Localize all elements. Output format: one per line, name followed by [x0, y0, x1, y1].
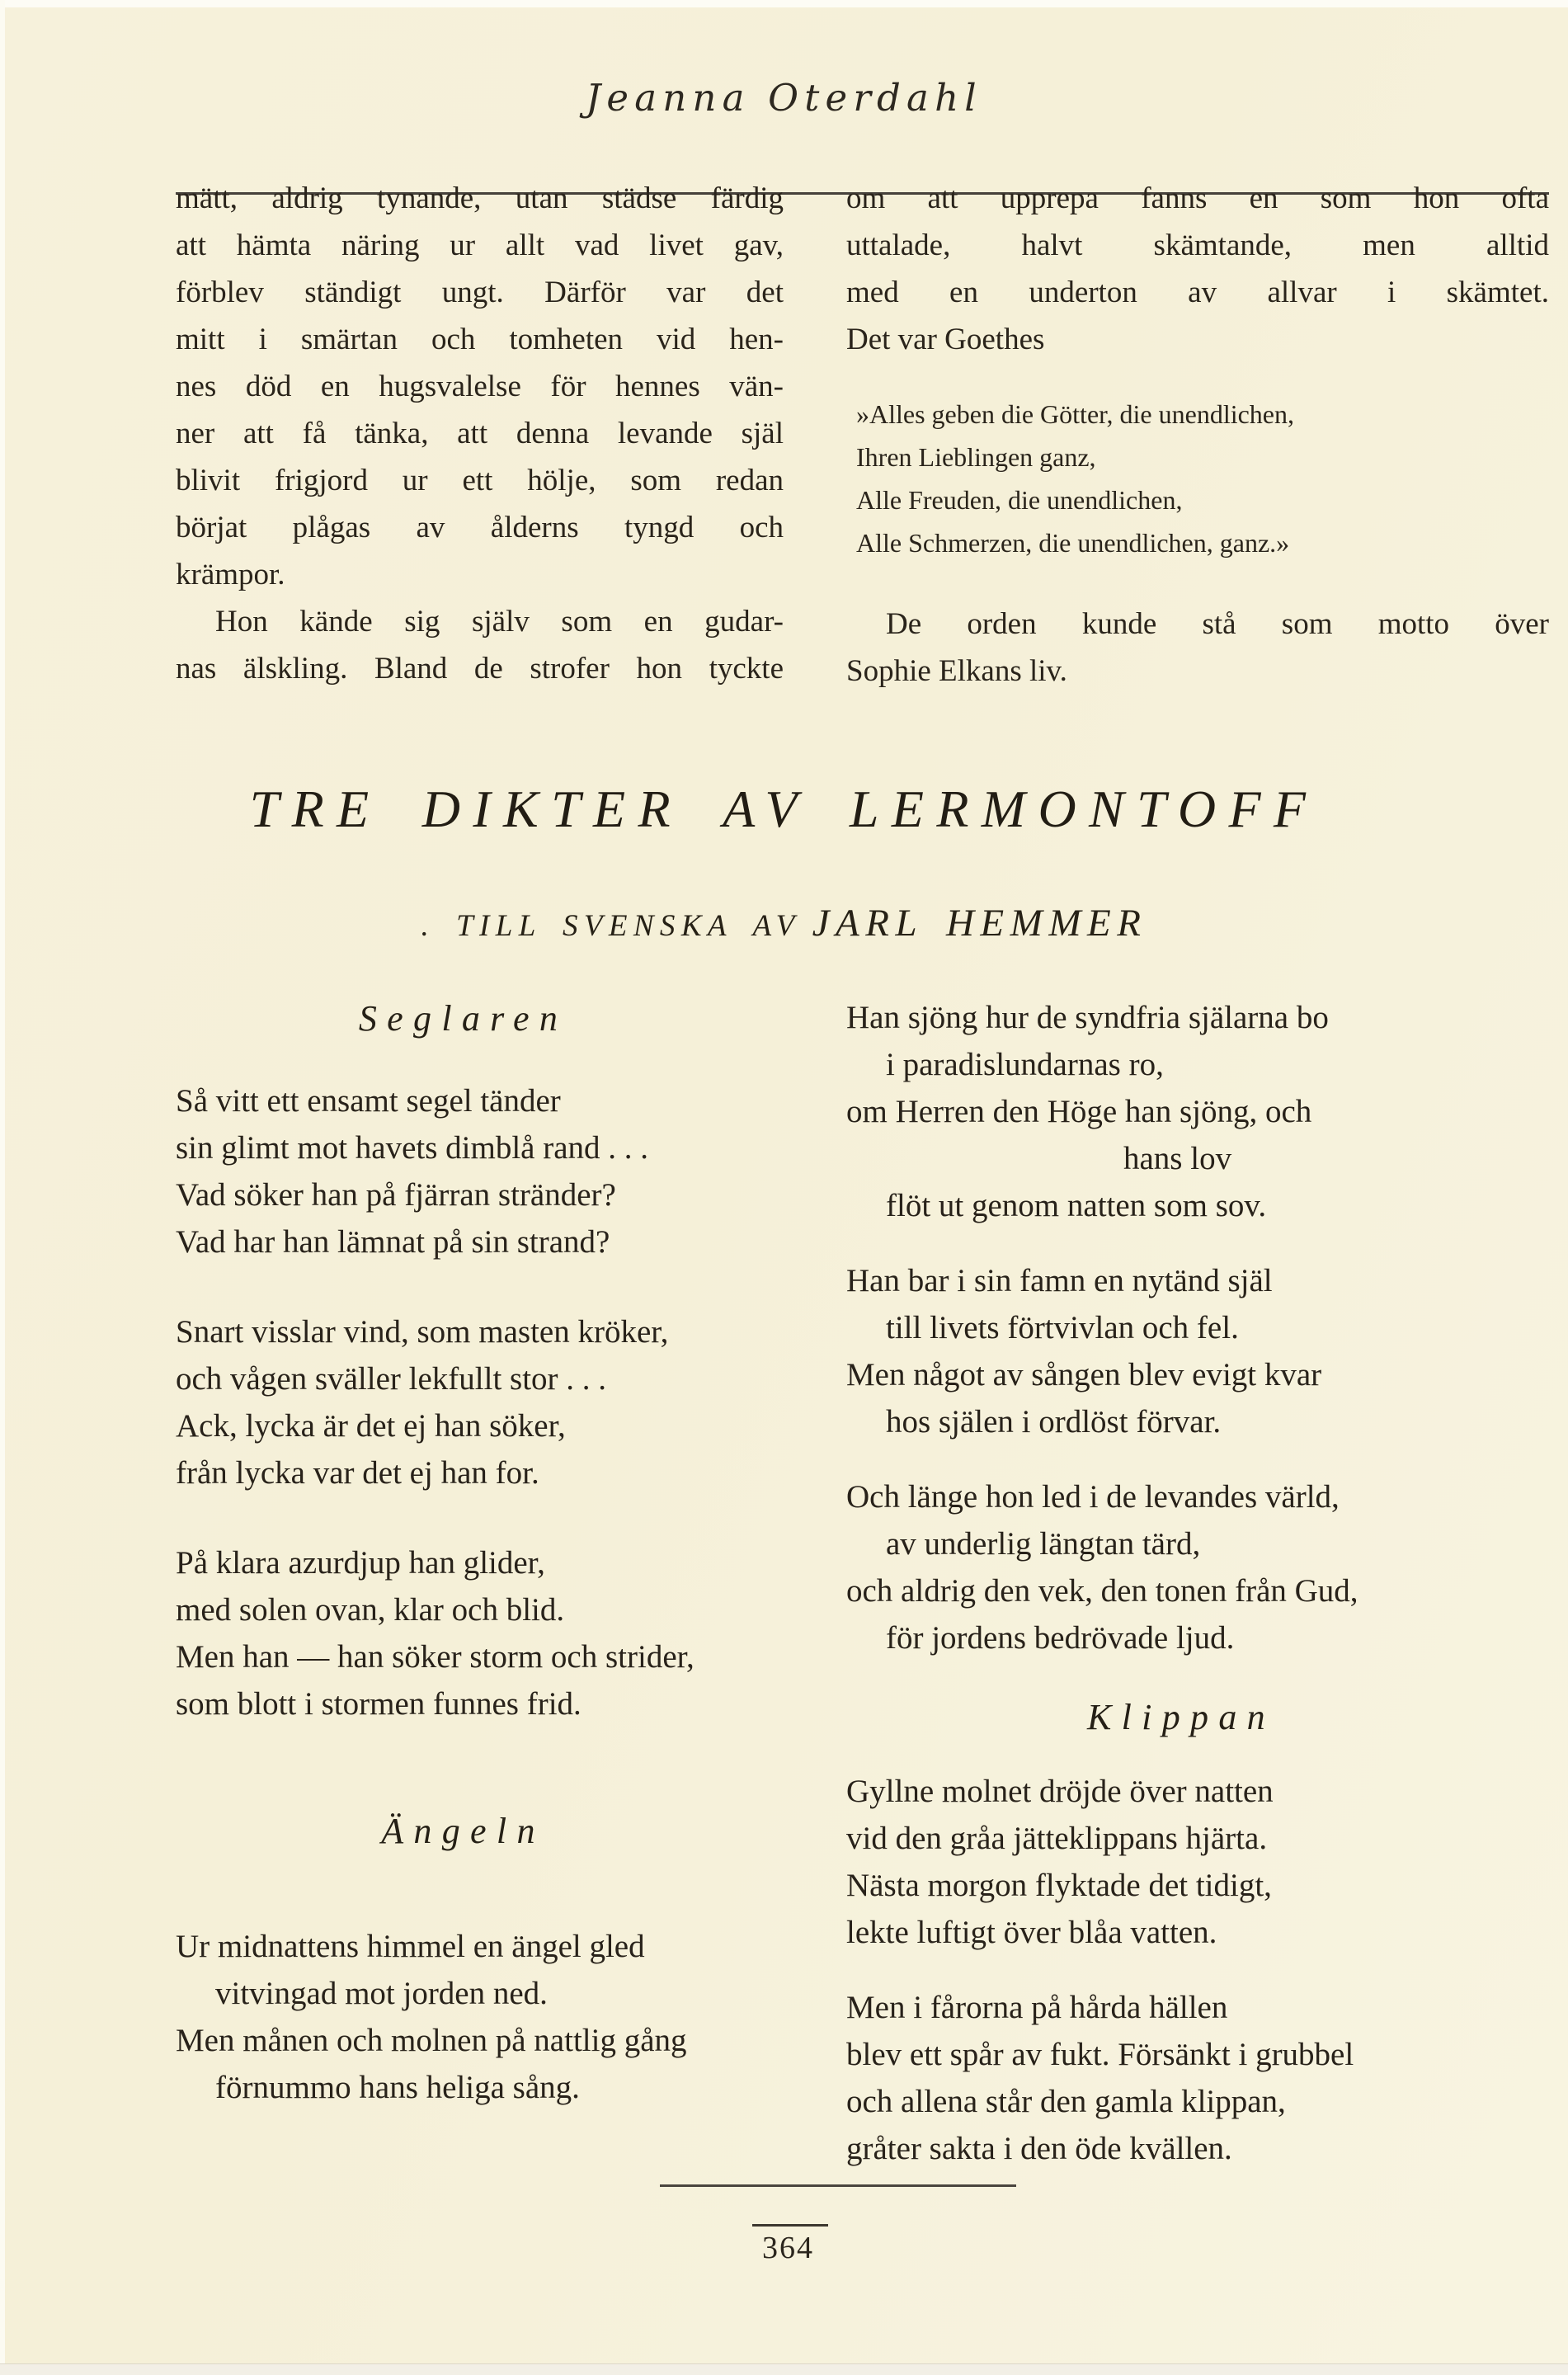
text-line: att hämta näring ur allt vad livet gav,	[176, 229, 784, 262]
text-line: hans lov	[1123, 1141, 1232, 1176]
text-line: Ihren Lieblingen ganz,	[856, 442, 1096, 472]
text-line: flöt ut genom natten som sov.	[886, 1188, 1267, 1223]
text-line: De orden kunde stå som motto över	[886, 607, 1549, 641]
scan-edge-bottom	[0, 2363, 1568, 2375]
text-line: Alle Freuden, die unendlichen,	[856, 485, 1183, 515]
text-line: och aldrig den vek, den tonen från Gud,	[846, 1573, 1358, 1609]
poems-left-column	[176, 986, 784, 2200]
text-line: ner att få tänka, att denna levande själ	[176, 417, 784, 450]
text-line: Och länge hon led i de levandes värld,	[846, 1479, 1340, 1515]
text-line: med en underton av allvar i skämtet.	[846, 276, 1549, 309]
text-line: gråter sakta i den öde kvällen.	[846, 2131, 1232, 2166]
text-line: Men månen och molnen på nattlig gång	[176, 2023, 687, 2058]
text-line: Gyllne molnet dröjde över natten	[846, 1774, 1274, 1809]
text-line: krämpor.	[176, 558, 285, 591]
poem-heading-seglaren: Seglaren	[358, 998, 568, 1039]
text-line: till livets förtvivlan och fel.	[886, 1310, 1239, 1345]
text-line: uttalade, halvt skämtande, men alltid	[846, 229, 1549, 262]
poem-stanza	[176, 1308, 784, 1496]
text-line: och vågen sväller lekfullt stor . . .	[176, 1361, 607, 1397]
text-line: Sophie Elkans liv.	[846, 654, 1067, 688]
running-header: Jeanna Oterdahl	[586, 76, 982, 120]
text-line: förblev ständigt ungt. Därför var det	[176, 276, 784, 309]
text-line: Nästa morgon flyktade det tidigt,	[846, 1868, 1272, 1903]
section-subtitle	[0, 901, 1568, 945]
poem-stanza	[176, 1539, 784, 1727]
poem-angeln-continuation	[846, 994, 1549, 1661]
text-line: börjat plågas av ålderns tyngd och	[176, 511, 784, 544]
text-line: Det var Goethes	[846, 323, 1045, 356]
text-line: sin glimt mot havets dimblå rand . . .	[176, 1130, 649, 1166]
text-line: mitt i smärtan och tomheten vid hen-	[176, 323, 784, 356]
section-title: TRE DIKTER AV LERMONTOFF	[249, 780, 1319, 838]
german-quote	[856, 393, 1549, 564]
poem-stanza	[846, 1257, 1549, 1445]
page-number: 364	[762, 2231, 814, 2265]
text-line: Men i fårorna på hårda hällen	[846, 1990, 1228, 2025]
text-line: nas älskling. Bland de strofer hon tyckte	[176, 652, 784, 686]
text-line: blev ett spår av fukt. Försänkt i grubbel	[846, 2037, 1354, 2072]
poem-angeln-opening	[176, 1923, 784, 2111]
text-line: i paradislundarnas ro,	[886, 1047, 1164, 1082]
text-line: blivit frigjord ur ett hölje, som redan	[176, 464, 784, 497]
poem-stanza	[846, 1473, 1549, 1661]
text-line: Men han — han söker storm och strider,	[176, 1639, 695, 1675]
scan-edge-top	[0, 0, 1568, 7]
intro-closing-paragraph	[846, 601, 1549, 695]
poems-section	[176, 986, 1549, 2200]
intro-section	[176, 175, 1549, 695]
intro-left-column	[176, 175, 784, 695]
text-line: Så vitt ett ensamt segel tänder	[176, 1083, 561, 1119]
intro-right-paragraph	[846, 175, 1549, 363]
subtitle-translator: JARL HEMMER	[812, 902, 1147, 945]
text-line: mätt, aldrig tynande, utan städse färdig	[176, 181, 784, 215]
poems-right-column	[846, 986, 1549, 2200]
text-line: Han sjöng hur de syndfria själarna bo	[846, 1000, 1329, 1035]
text-line: Ur midnattens himmel en ängel gled	[176, 1929, 645, 1964]
poem-stanza	[846, 994, 1549, 1229]
text-line: På klara azurdjup han glider,	[176, 1545, 545, 1581]
poem-stanza	[846, 1768, 1549, 1956]
text-line: Vad söker han på fjärran stränder?	[176, 1177, 616, 1213]
text-line: och allena står den gamla klippan,	[846, 2084, 1286, 2119]
text-line: Ack, lycka är det ej han söker,	[176, 1408, 566, 1444]
text-line: från lycka var det ej han for.	[176, 1455, 539, 1491]
text-line: om Herren den Höge han sjöng, och	[846, 1094, 1312, 1129]
text-line: Hon kände sig själv som en gudar-	[215, 605, 784, 639]
text-line: Alle Schmerzen, die unendlichen, ganz.»	[856, 528, 1290, 558]
poem-seglaren	[176, 1077, 784, 1727]
text-line: lekte luftigt över blåa vatten.	[846, 1915, 1217, 1950]
scan-edge-left	[0, 0, 5, 2375]
page-number-overline	[752, 2224, 828, 2227]
text-line: förnummo hans heliga sång.	[215, 2070, 580, 2105]
text-line: Han bar i sin famn en nytänd själ	[846, 1263, 1273, 1298]
text-line: Men något av sången blev evigt kvar	[846, 1357, 1322, 1392]
poem-heading-klippan: Klippan	[1086, 1697, 1276, 1737]
subtitle-prefix: . TILL SVENSKA AV	[421, 909, 801, 943]
poem-stanza	[846, 1984, 1549, 2172]
poem-stanza	[176, 1077, 784, 1265]
text-line: vid den gråa jätteklippans hjärta.	[846, 1821, 1268, 1856]
page-number-block	[0, 2216, 1568, 2265]
text-line: nes död en hugsvalelse för hennes vän-	[176, 370, 784, 403]
text-line: »Alles geben die Götter, die unendlichen,	[856, 399, 1294, 429]
text-line: Vad har han lämnat på sin strand?	[176, 1224, 610, 1260]
poem-klippan	[846, 1768, 1549, 2172]
text-line: med solen ovan, klar och blid.	[176, 1592, 565, 1628]
intro-right-column	[846, 175, 1549, 695]
text-line: hos själen i ordlöst förvar.	[886, 1404, 1222, 1440]
text-line: av underlig längtan tärd,	[886, 1526, 1201, 1562]
text-line: som blott i stormen funnes frid.	[176, 1686, 582, 1722]
poem-heading-angeln: Ängeln	[381, 1811, 545, 1851]
text-line: vitvingad mot jorden ned.	[215, 1976, 548, 2011]
footer-rule	[660, 2184, 1016, 2187]
text-line: Snart visslar vind, som masten kröker,	[176, 1314, 669, 1350]
text-line: om att upprepa fanns en som hon ofta	[846, 181, 1549, 215]
poem-stanza	[176, 1923, 784, 2111]
text-line: för jordens bedrövade ljud.	[886, 1620, 1235, 1656]
